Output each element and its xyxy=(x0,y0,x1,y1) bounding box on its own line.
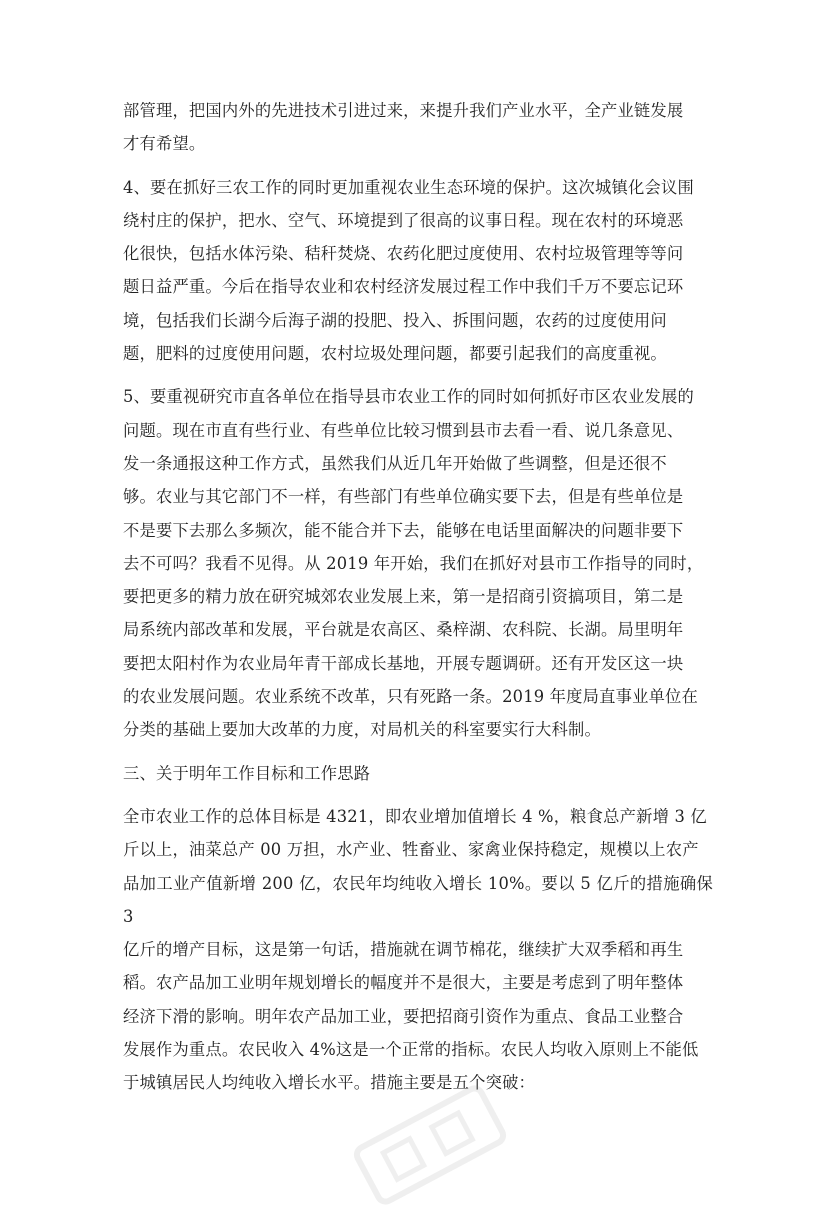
paragraph-goals: 全市农业工作的总体目标是 4321，即农业增加值增长 4 %，粮食总产新增 3 亿 斤以上，油菜总产 00 万担，水产业、牲畜业、家禽业保持稳定，规模以上农产 品加工业产值新增 200 亿，农民年均纯收入增长 10%。要以 5 亿斤的措施确保 3 亿斤的增产目标，这是第一句话，措施就在调节棉花，继续扩大双季稻和再生 稻。农产品加工业明年规划增长的幅度并不是很大，主要是考虑到了明年整体 经济下滑的影响。明年农产品加工业，要把招商引资作为重点、食品工业整合 发展作为重点。农民收入 4%这是一个正常的指标。农民人均收入原则上不能低 于城镇居民人均纯收入增长水平。措施主要是五个突破： xyxy=(123,806,713,1093)
paragraph-item-4: 4、要在抓好三农工作的同时更加重视农业生态环境的保护。这次城镇化会议围 绕村庄的保护，把水、空气、环境提到了很高的议事日程。现在农村的环境恶 化很快，包括水体污染、秸秆焚烧、农药化肥过度使用、农村垃圾管理等等问 题日益严重。今后在指导农业和农村经济发展过程工作中我们千万不要忘记环 境，包括我们长湖今后海子湖的投肥、投入、拆围问题，农药的过度使用问 题，肥料的过度使用问题，农村垃圾处理问题，都要引起我们的高度重视。 xyxy=(123,177,694,364)
paragraph-continuation: 部管理，把国内外的先进技术引进过来，来提升我们产业水平，全产业链发展 才有希望。 xyxy=(123,101,684,154)
section-heading: 三、关于明年工作目标和工作思路 xyxy=(123,763,371,783)
document-body xyxy=(123,94,713,1110)
paragraph-item-5: 5、要重视研究市直各单位在指导县市农业工作的同时如何抓好市区农业发展的 问题。现在市直有些行业、有些单位比较习惯到县市去看一看、说几条意见、 发一条通报这种工作方式，虽然我们从近几年开始做了些调整，但是还很不 够。农业与其它部门不一样，有些部门有些单位确实要下去，但是有些单位是 不是要下去那么多频次，能不能合并下去，能够在电话里面解决的问题非要下 去不可吗？我看不见得。从 2019 年开始，我们在抓好对县市工作指导的同时， 要把更多的精力放在研究城郊农业发展上来，第一是招商引资搞项目，第二是 局系统内部改革和发展，平台就是农高区、桑梓湖、农科院、长湖。局里明年 要把太阳村作为农业局年青干部成长基地，开展专题调研。还有开发区这一块 的农业发展问题。农业系统不改革，只有死路一条。2019 年度局直事业单位在 分类的基础上要加大改革的力度，对局机关的科室要实行大科制。 xyxy=(123,387,704,740)
